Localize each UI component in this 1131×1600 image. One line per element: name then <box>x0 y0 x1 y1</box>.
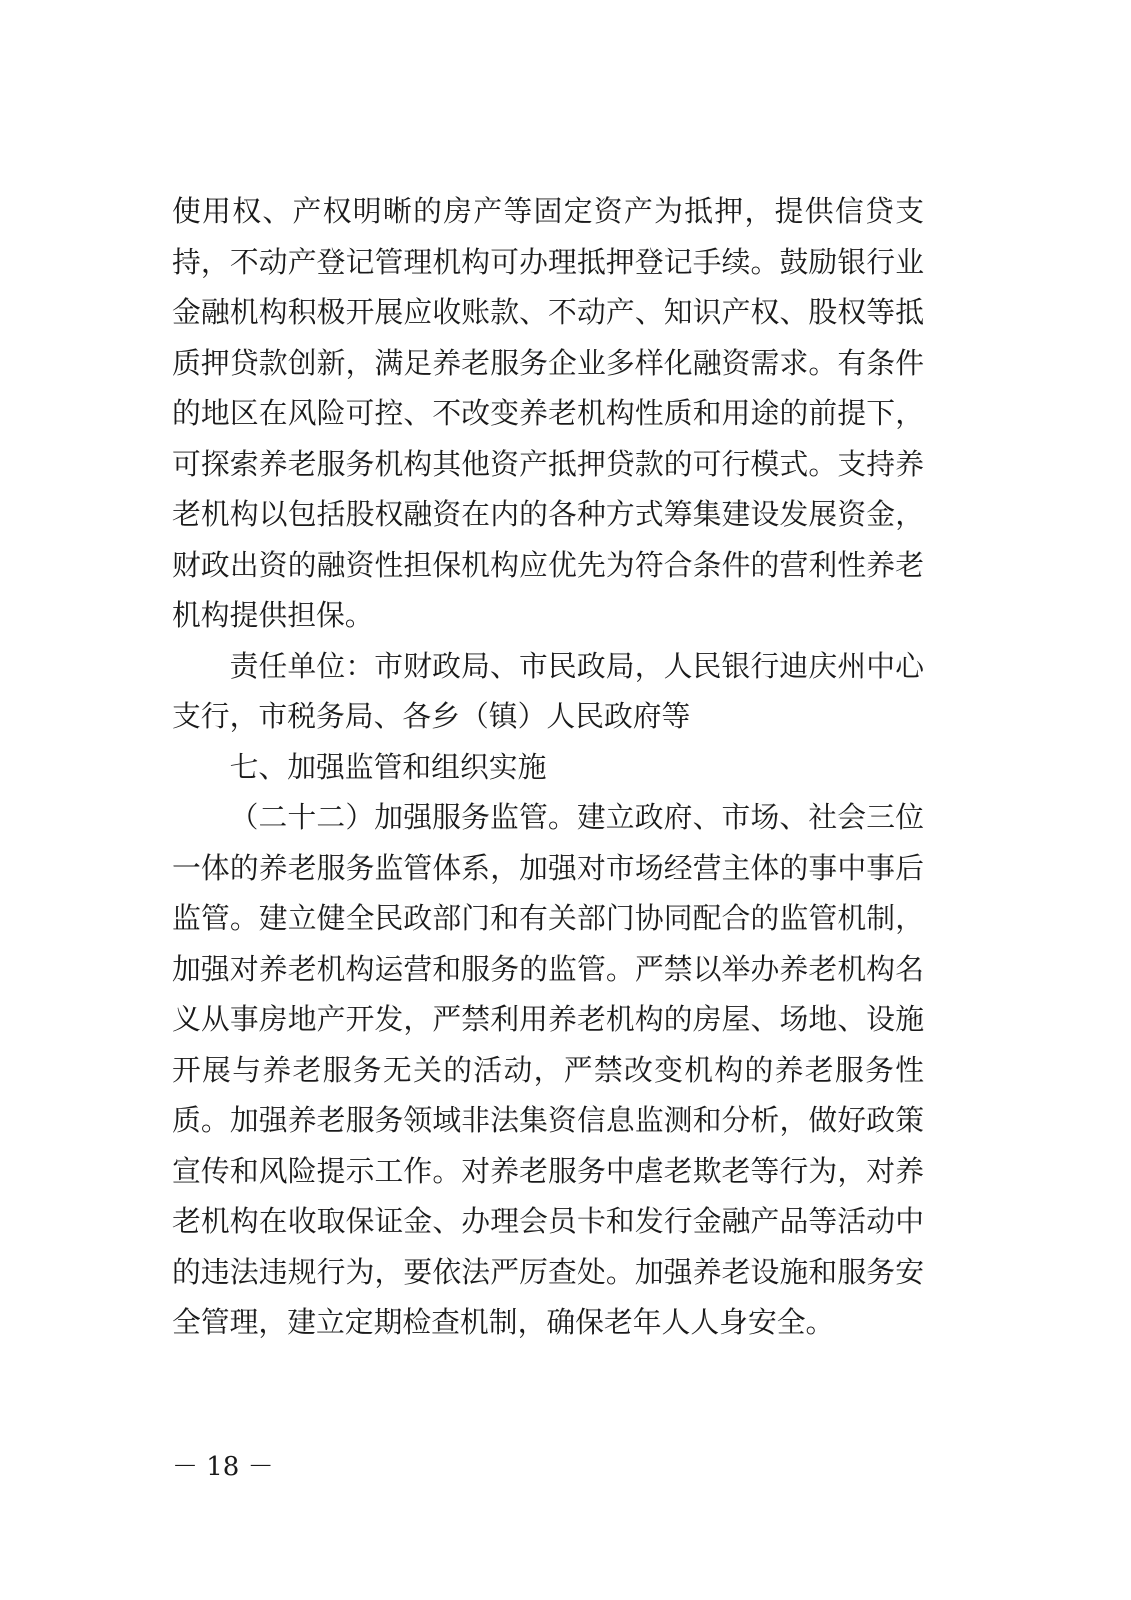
document-body <box>172 186 924 1348</box>
page-number: － 18 － <box>172 1452 274 1482</box>
section-heading: 七、加强监管和组织实施 <box>229 749 547 784</box>
paragraph-continuation: 使用权、产权明晰的房产等固定资产为抵押，提供信贷支持，不动产登记管理机构可办理抵押登记手续。鼓励银行业金融机构积极开展应收账款、不动产、知识产权、股权等抵质押贷款创新，满足养老服务企业多样化融资需求。有条件的地区在风险可控、不改变养老机构性质和用途的前提下，可探索养老服务机构其他资产抵押贷款的可行模式。支持养老机构以包括股权融资在内的各种方式筹集建设发展资金，财政出资的融资性担保机构应优先为符合条件的营利性养老机构提供担保。 <box>172 194 924 632</box>
responsible-units-paragraph: 责任单位：市财政局、市民政局，人民银行迪庆州中心支行，市税务局、各乡（镇）人民政府等 <box>172 648 924 733</box>
service-supervision-paragraph: （二十二）加强服务监管。建立政府、市场、社会三位一体的养老服务监管体系，加强对市场经营主体的事中事后监管。建立健全民政部门和有关部门协同配合的监管机制，加强对养老机构运营和服务的监管。严禁以举办养老机构名义从事房地产开发，严禁利用养老机构的房屋、场地、设施开展与养老服务无关的活动，严禁改变机构的养老服务性质。加强养老服务领域非法集资信息监测和分析，做好政策宣传和风险提示工作。对养老服务中虐老欺老等行为，对养老机构在收取保证金、办理会员卡和发行金融产品等活动中的违法违规行为，要依法严厉查处。加强养老设施和服务安全管理，建立定期检查机制，确保老年人人身安全。 <box>172 800 924 1339</box>
